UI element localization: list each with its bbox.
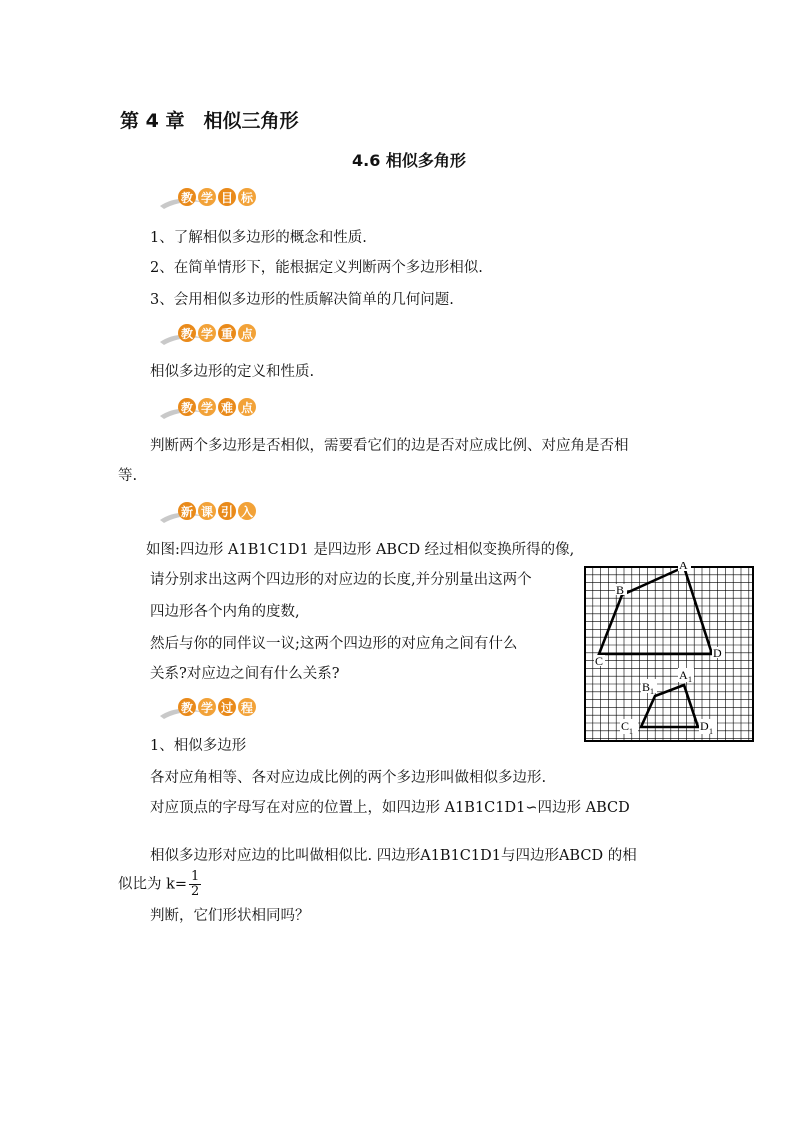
- badge-char: 新: [178, 502, 196, 520]
- goal-item-2: 2、在简单情形下，能根据定义判断两个多边形相似.: [150, 260, 483, 276]
- badge-char: 课: [198, 502, 216, 520]
- label-a1: A: [679, 668, 688, 682]
- badge-char: 学: [198, 698, 216, 716]
- process-ratio-line2: [118, 870, 201, 899]
- process-ratio-line1: 相似多边形对应边的比叫做相似比. 四边形A1B1C1D1与四边形ABCD 的相: [150, 848, 637, 864]
- badge-char: 学: [198, 324, 216, 342]
- badge-char: 学: [198, 398, 216, 416]
- label-c1-sub: 1: [629, 727, 633, 736]
- label-c1: C: [621, 719, 630, 733]
- badge-char: 教: [178, 398, 196, 416]
- intro-line-3: 四边形各个内角的度数,: [150, 604, 300, 620]
- label-b1-sub: 1: [650, 687, 654, 696]
- lesson-title: 4.6 相似多角形: [352, 151, 466, 170]
- label-b1: B: [642, 680, 651, 694]
- ratio-numerator: 1: [191, 869, 200, 884]
- intro-line-2: 请分别求出这两个四边形的对应边的长度,并分别量出这两个: [150, 572, 532, 588]
- intro-line-4: 然后与你的同伴议一议;这两个四边形的对应角之间有什么: [150, 636, 518, 652]
- badge-char: 重: [218, 324, 236, 342]
- badge-char: 点: [238, 398, 256, 416]
- difficulties-line2: 等.: [118, 468, 138, 484]
- process-heading: 1、相似多边形: [150, 738, 247, 754]
- label-a: A: [679, 562, 688, 572]
- process-question: 判断，它们形状相同吗？: [150, 908, 310, 924]
- chapter-title: 第 4 章 相似三角形: [120, 110, 299, 132]
- label-b: B: [616, 583, 625, 597]
- badge-char: 程: [238, 698, 256, 716]
- badge-char: 教: [178, 188, 196, 206]
- ratio-fraction: [189, 870, 201, 899]
- similar-quadrilaterals-figure: [583, 562, 755, 744]
- ratio-prefix: 似比为 k=: [118, 876, 188, 893]
- badge-char: 目: [218, 188, 236, 206]
- intro-line-1: 如图:四边形 A1B1C1D1 是四边形 ABCD 经过相似变换所得的像,: [146, 542, 575, 558]
- label-c: C: [595, 654, 604, 668]
- badge-char: 入: [238, 502, 256, 520]
- key-points-text: 相似多边形的定义和性质.: [150, 364, 315, 380]
- label-a1-sub: 1: [688, 675, 692, 684]
- label-d: D: [713, 646, 722, 660]
- process-notation: 对应顶点的字母写在对应的位置上，如四边形 A1B1C1D1∽四边形 ABCD: [150, 800, 630, 816]
- badge-char: 点: [238, 324, 256, 342]
- goal-item-1: 1、了解相似多边形的概念和性质.: [150, 230, 367, 246]
- badge-char: 教: [178, 324, 196, 342]
- process-definition: 各对应角相等、各对应边成比例的两个多边形叫做相似多边形.: [150, 770, 547, 786]
- goal-item-3: 3、会用相似多边形的性质解决简单的几何问题.: [150, 292, 454, 308]
- badge-char: 学: [198, 188, 216, 206]
- badge-char: 引: [218, 502, 236, 520]
- intro-line-5: 关系?对应边之间有什么关系?: [150, 666, 340, 682]
- badge-char: 标: [238, 188, 256, 206]
- difficulties-line1: 判断两个多边形是否相似，需要看它们的边是否对应成比例、对应角是否相: [150, 438, 629, 454]
- label-d1: D: [700, 719, 709, 733]
- badge-char: 过: [218, 698, 236, 716]
- label-d1-sub: 1: [709, 727, 713, 736]
- badge-char: 教: [178, 698, 196, 716]
- ratio-denominator: 2: [191, 884, 200, 899]
- badge-char: 难: [218, 398, 236, 416]
